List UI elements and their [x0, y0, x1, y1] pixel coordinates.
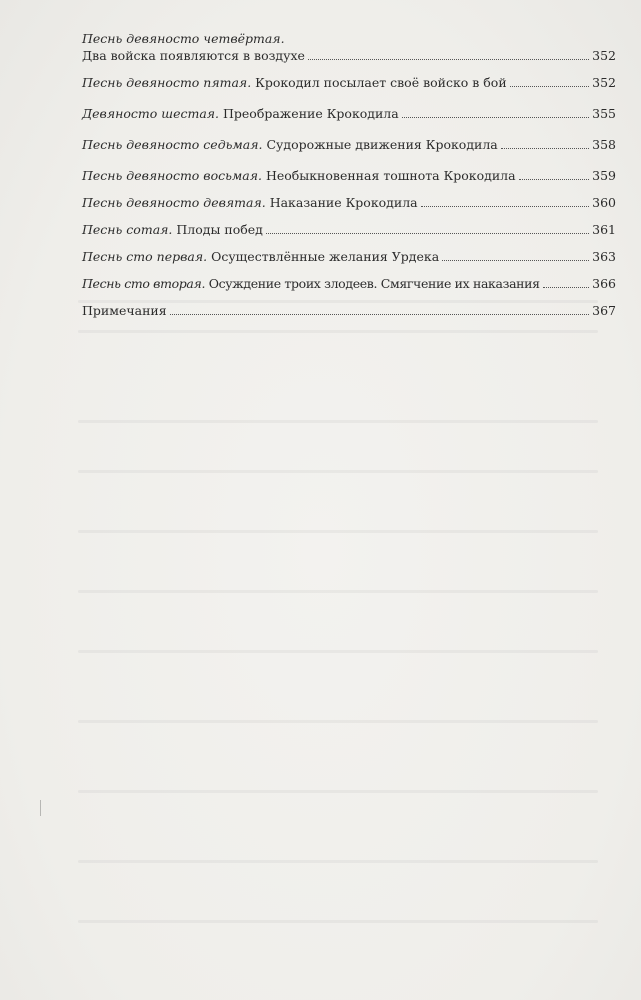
toc-entry-title: [82, 248, 439, 265]
bleed-through-line: [78, 790, 598, 793]
toc-entry-song: Девяносто шестая.: [82, 106, 220, 121]
toc-page-number: 363: [592, 249, 616, 264]
toc-entry-title: Два войска появляются в воздухе: [82, 48, 305, 63]
toc-page-number: 355: [592, 106, 616, 121]
bleed-through-line: [78, 590, 598, 593]
dot-leader: [543, 286, 589, 288]
toc-entry-heading: Преображение Крокодила: [219, 106, 399, 121]
toc-entry-heading: Наказание Крокодила: [265, 195, 418, 210]
toc-entry-title: [82, 302, 167, 319]
toc-entry-song: Песнь сто вторая.: [82, 276, 206, 291]
toc-entry-song: Песнь девяносто девятая.: [82, 195, 266, 210]
dot-leader: [421, 205, 590, 207]
toc-page-number: 361: [592, 222, 616, 237]
toc-entry[interactable]: [82, 221, 616, 248]
toc-entry[interactable]: [82, 105, 616, 136]
toc-entry-heading: Осуществлённые желания Урдека: [207, 249, 440, 264]
toc-entry-title: [82, 167, 516, 184]
toc-entry-title: [82, 74, 507, 91]
toc-entry-song: Песнь сто первая.: [82, 249, 208, 264]
bleed-through-line: [78, 860, 598, 863]
bleed-through-line: [78, 470, 598, 473]
toc-entry-song: Песнь девяносто четвёртая.: [82, 31, 285, 46]
toc-entry-heading: Плоды побед: [172, 222, 263, 237]
toc-entry[interactable]: [82, 30, 616, 74]
toc-entry-title: [82, 136, 498, 153]
toc-page-number: 367: [592, 303, 616, 318]
toc-page-number: 352: [592, 75, 616, 90]
toc-entry-heading: Осуждение троих злодеев. Смягчение их наказания: [205, 276, 540, 291]
toc-entry-song: Песнь девяносто пятая.: [82, 75, 252, 90]
dot-leader: [266, 232, 589, 234]
toc-entry[interactable]: [82, 302, 616, 329]
bleed-through-line: [78, 420, 598, 423]
toc-page-number: 352: [592, 48, 616, 63]
toc-entry-song: Песнь девяносто восьмая.: [82, 168, 262, 183]
toc-entry-title: [82, 221, 263, 238]
toc-page-number: 366: [592, 276, 616, 291]
toc-entry-heading: Крокодил посылает своё войско в бой: [251, 75, 507, 90]
margin-mark: [40, 800, 41, 816]
toc-entry-heading: Судорожные движения Крокодила: [262, 137, 498, 152]
dot-leader: [308, 58, 589, 60]
bleed-through-line: [78, 330, 598, 333]
dot-leader: [501, 147, 589, 149]
bleed-through-line: [78, 650, 598, 653]
toc-entry-title: [82, 194, 418, 211]
dot-leader: [402, 116, 589, 118]
toc-entry-song: Песнь девяносто седьмая.: [82, 137, 263, 152]
dot-leader: [510, 85, 589, 87]
toc-entry[interactable]: [82, 194, 616, 221]
toc-entry-title: [82, 275, 540, 292]
toc-entry[interactable]: [82, 275, 616, 302]
toc-entry[interactable]: [82, 74, 616, 105]
toc-page-number: 359: [592, 168, 616, 183]
bleed-through-line: [78, 920, 598, 923]
toc-page-number: 360: [592, 195, 616, 210]
bleed-through-line: [78, 530, 598, 533]
toc-entry[interactable]: [82, 136, 616, 167]
toc-page-number: 358: [592, 137, 616, 152]
dot-leader: [519, 178, 590, 180]
dot-leader: [442, 259, 589, 261]
toc-entry[interactable]: [82, 167, 616, 194]
table-of-contents: [82, 30, 616, 329]
toc-entry-song: Песнь сотая.: [82, 222, 173, 237]
dot-leader: [170, 313, 590, 315]
toc-entry-heading: Примечания: [82, 303, 167, 318]
toc-entry[interactable]: [82, 248, 616, 275]
toc-entry-title: [82, 105, 399, 122]
toc-entry-heading: Необыкновенная тошнота Крокодила: [261, 168, 516, 183]
bleed-through-line: [78, 720, 598, 723]
